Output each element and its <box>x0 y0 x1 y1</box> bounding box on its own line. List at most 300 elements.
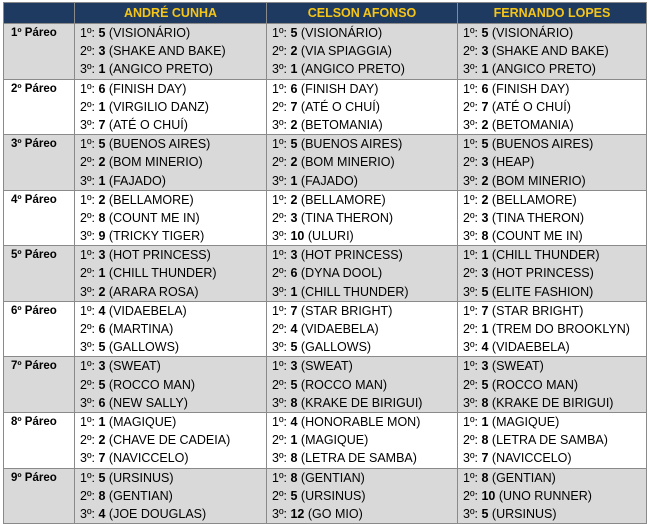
pick-position: 1º: <box>272 414 287 429</box>
pick-position: 2º: <box>463 44 478 59</box>
pick-number: 1 <box>98 62 106 77</box>
pick-line <box>267 246 457 264</box>
pick-number: 5 <box>98 470 106 485</box>
table-row <box>4 24 647 80</box>
pick-number: 3 <box>290 359 298 374</box>
pick-horse: (GENTIAN) <box>108 488 173 503</box>
pick-position: 2º: <box>463 210 478 225</box>
pick-number: 5 <box>98 26 106 40</box>
pick-number: 8 <box>290 470 298 485</box>
pick-position: 1º: <box>463 414 478 429</box>
pick-number: 2 <box>98 192 106 207</box>
pick-horse: (SWEAT) <box>108 359 161 374</box>
table-row <box>4 468 647 524</box>
pick-line <box>267 487 457 505</box>
pick-number: 1 <box>481 62 489 77</box>
pick-line <box>75 246 266 264</box>
pick-position: 2º: <box>463 266 478 281</box>
pick-number: 3 <box>290 210 298 225</box>
pick-horse: (BUENOS AIRES) <box>300 137 403 152</box>
pick-line <box>458 264 646 282</box>
pick-position: 1º: <box>463 26 478 40</box>
pick-horse: (BETOMANIA) <box>491 117 574 132</box>
table-row <box>4 412 647 468</box>
pick-horse: (VISIONÁRIO) <box>108 26 191 40</box>
pick-line <box>267 24 457 42</box>
pick-horse: (FINISH DAY) <box>300 81 379 96</box>
pick-horse: (ROCCO MAN) <box>300 377 388 392</box>
table-row <box>4 246 647 302</box>
picks-cell-celson-afonso <box>267 246 458 302</box>
pick-number: 1 <box>98 414 106 429</box>
pick-position: 3º: <box>463 451 478 466</box>
picks-cell-andre-cunha <box>75 135 267 191</box>
pick-position: 3º: <box>272 284 287 299</box>
pick-number: 2 <box>290 117 298 132</box>
pick-line <box>267 394 457 412</box>
picks-cell-celson-afonso <box>267 301 458 357</box>
picks-cell-andre-cunha <box>75 301 267 357</box>
pick-number: 5 <box>481 137 489 152</box>
pick-position: 1º: <box>272 192 287 207</box>
pick-line <box>458 469 646 487</box>
pick-number: 4 <box>98 303 106 318</box>
pick-position: 2º: <box>272 44 287 59</box>
pick-horse: (FAJADO) <box>300 173 358 188</box>
pick-number: 5 <box>481 26 489 40</box>
pick-number: 10 <box>290 229 305 244</box>
header-row <box>4 3 647 24</box>
table-row <box>4 79 647 135</box>
pick-horse: (LETRA DE SAMBA) <box>300 451 417 466</box>
header-corner <box>4 3 75 24</box>
pick-number: 1 <box>290 62 298 77</box>
pick-number: 1 <box>290 284 298 299</box>
pick-number: 8 <box>290 451 298 466</box>
pick-line <box>75 487 266 505</box>
pick-line <box>458 135 646 153</box>
pick-horse: (SHAKE AND BAKE) <box>491 44 609 59</box>
picks-cell-celson-afonso <box>267 79 458 135</box>
pick-number: 5 <box>290 340 298 355</box>
pick-horse: (MAGIQUE) <box>108 414 177 429</box>
pick-position: 3º: <box>80 506 95 521</box>
pick-position: 2º: <box>80 266 95 281</box>
pick-line <box>75 172 266 190</box>
pick-position: 2º: <box>272 377 287 392</box>
pick-line <box>75 394 266 412</box>
table-row <box>4 135 647 191</box>
pick-position: 1º: <box>463 303 478 318</box>
pick-position: 1º: <box>272 26 287 40</box>
pick-number: 1 <box>481 248 489 263</box>
pick-position: 3º: <box>80 451 95 466</box>
pick-number: 3 <box>98 44 106 59</box>
pick-horse: (HEAP) <box>491 155 535 170</box>
pick-line <box>458 24 646 42</box>
pick-position: 2º: <box>272 155 287 170</box>
pick-line <box>267 264 457 282</box>
pick-number: 6 <box>98 322 106 336</box>
pick-position: 2º: <box>80 155 95 170</box>
pick-horse: (NAVICCELO) <box>491 451 572 466</box>
picks-cell-andre-cunha <box>75 412 267 468</box>
picks-cell-fernando-lopes <box>458 24 647 80</box>
pick-number: 3 <box>481 266 489 281</box>
picks-cell-celson-afonso <box>267 190 458 246</box>
pick-number: 1 <box>98 173 106 188</box>
pick-number: 5 <box>98 340 106 355</box>
pick-horse: (URSINUS) <box>108 470 174 485</box>
pick-horse: (HONORABLE MON) <box>300 414 421 429</box>
pick-line <box>458 98 646 116</box>
pick-horse: (VIRGILIO DANZ) <box>108 99 209 114</box>
pick-line <box>458 283 646 301</box>
pick-line <box>75 116 266 134</box>
pick-number: 5 <box>290 377 298 392</box>
picks-cell-fernando-lopes <box>458 190 647 246</box>
pick-horse: (URSINUS) <box>491 506 557 521</box>
picks-cell-andre-cunha <box>75 357 267 413</box>
pick-number: 3 <box>481 155 489 170</box>
pick-number: 8 <box>481 470 489 485</box>
race-label: 8º Páreo <box>4 412 75 468</box>
pick-horse: (VIDAEBELA) <box>300 322 379 336</box>
picks-cell-andre-cunha <box>75 190 267 246</box>
pick-horse: (UNO RUNNER) <box>498 488 592 503</box>
pick-line <box>75 376 266 394</box>
pick-horse: (BOM MINERIO) <box>491 173 586 188</box>
pick-line <box>75 449 266 467</box>
pick-line <box>458 116 646 134</box>
pick-horse: (BUENOS AIRES) <box>491 137 594 152</box>
pick-position: 2º: <box>463 377 478 392</box>
pick-position: 1º: <box>463 359 478 374</box>
pick-number: 2 <box>290 155 298 170</box>
pick-line <box>267 469 457 487</box>
pick-line <box>267 376 457 394</box>
pick-line <box>267 191 457 209</box>
pick-position: 1º: <box>272 359 287 374</box>
pick-line <box>75 153 266 171</box>
pick-position: 3º: <box>272 395 287 410</box>
pick-horse: (FINISH DAY) <box>491 81 570 96</box>
pick-line <box>75 98 266 116</box>
pick-horse: (GENTIAN) <box>491 470 556 485</box>
pick-position: 2º: <box>463 433 478 448</box>
pick-horse: (VIDAEBELA) <box>108 303 187 318</box>
table-row <box>4 301 647 357</box>
pick-line <box>267 449 457 467</box>
pick-line <box>458 338 646 356</box>
race-label: 9º Páreo <box>4 468 75 524</box>
pick-horse: (STAR BRIGHT) <box>300 303 393 318</box>
pick-position: 1º: <box>80 192 95 207</box>
race-label: 1º Páreo <box>4 24 75 80</box>
pick-position: 1º: <box>272 303 287 318</box>
pick-number: 4 <box>290 322 298 336</box>
pick-number: 7 <box>290 303 298 318</box>
pick-number: 2 <box>290 192 298 207</box>
pick-horse: (MAGIQUE) <box>300 433 369 448</box>
pick-number: 9 <box>98 229 106 244</box>
pick-position: 3º: <box>463 395 478 410</box>
pick-position: 3º: <box>272 506 287 521</box>
pick-position: 3º: <box>463 173 478 188</box>
race-label: 6º Páreo <box>4 301 75 357</box>
table-row <box>4 357 647 413</box>
pick-position: 1º: <box>80 414 95 429</box>
pick-position: 3º: <box>272 229 287 244</box>
pick-position: 3º: <box>80 173 95 188</box>
picks-cell-celson-afonso <box>267 468 458 524</box>
pick-horse: (SWEAT) <box>300 359 353 374</box>
pick-position: 2º: <box>463 99 478 114</box>
pick-horse: (GALLOWS) <box>300 340 372 355</box>
pick-position: 1º: <box>272 248 287 263</box>
pick-position: 3º: <box>463 284 478 299</box>
pick-number: 5 <box>98 377 106 392</box>
pick-line <box>75 227 266 245</box>
pick-horse: (BUENOS AIRES) <box>108 137 211 152</box>
pick-horse: (LETRA DE SAMBA) <box>491 433 608 448</box>
pick-line <box>458 302 646 320</box>
pick-position: 3º: <box>272 62 287 77</box>
race-label: 7º Páreo <box>4 357 75 413</box>
pick-line <box>75 264 266 282</box>
pick-line <box>458 487 646 505</box>
pick-number: 2 <box>98 284 106 299</box>
pick-horse: (HOT PRINCESS) <box>108 248 211 263</box>
pick-number: 7 <box>481 99 489 114</box>
pick-line <box>267 413 457 431</box>
pick-position: 3º: <box>463 229 478 244</box>
picks-cell-andre-cunha <box>75 246 267 302</box>
pick-number: 3 <box>98 359 106 374</box>
pick-horse: (BELLAMORE) <box>108 192 194 207</box>
pick-horse: (MARTINA) <box>108 322 174 336</box>
pick-position: 2º: <box>272 99 287 114</box>
pick-line <box>75 42 266 60</box>
pick-position: 3º: <box>272 451 287 466</box>
picks-cell-celson-afonso <box>267 412 458 468</box>
pick-line <box>458 246 646 264</box>
pick-position: 2º: <box>463 488 478 503</box>
pick-line <box>267 60 457 78</box>
pick-horse: (KRAKE DE BIRIGUI) <box>300 395 423 410</box>
pick-number: 1 <box>98 99 106 114</box>
pick-horse: (ANGICO PRETO) <box>491 62 596 77</box>
pick-horse: (VISIONÁRIO) <box>300 26 383 40</box>
pick-horse: (KRAKE DE BIRIGUI) <box>491 395 614 410</box>
pick-horse: (BOM MINERIO) <box>108 155 203 170</box>
pick-horse: (GO MIO) <box>307 506 363 521</box>
pick-number: 4 <box>481 340 489 355</box>
pick-position: 1º: <box>272 81 287 96</box>
pick-number: 8 <box>98 488 106 503</box>
pick-horse: (VIA SPIAGGIA) <box>300 44 392 59</box>
pick-number: 8 <box>481 395 489 410</box>
pick-line <box>458 413 646 431</box>
pick-position: 2º: <box>80 488 95 503</box>
pick-position: 3º: <box>80 284 95 299</box>
race-label: 4º Páreo <box>4 190 75 246</box>
pick-number: 6 <box>98 81 106 96</box>
pick-horse: (JOE DOUGLAS) <box>108 506 207 521</box>
pick-position: 2º: <box>80 433 95 448</box>
pick-position: 3º: <box>463 117 478 132</box>
pick-number: 6 <box>290 81 298 96</box>
pick-line <box>75 135 266 153</box>
pick-position: 2º: <box>80 99 95 114</box>
pick-horse: (GENTIAN) <box>300 470 365 485</box>
pick-line <box>458 357 646 375</box>
pick-number: 2 <box>290 44 298 59</box>
pick-number: 3 <box>481 359 489 374</box>
pick-number: 8 <box>290 395 298 410</box>
picks-cell-fernando-lopes <box>458 79 647 135</box>
pick-horse: (GALLOWS) <box>108 340 180 355</box>
pick-number: 4 <box>290 414 298 429</box>
pick-position: 2º: <box>463 155 478 170</box>
pick-horse: (ULURI) <box>307 229 354 244</box>
pick-position: 1º: <box>80 81 95 96</box>
pick-position: 3º: <box>272 117 287 132</box>
pick-number: 7 <box>481 451 489 466</box>
pick-horse: (SWEAT) <box>491 359 544 374</box>
pick-line <box>267 98 457 116</box>
pick-number: 1 <box>481 414 489 429</box>
pick-line <box>458 191 646 209</box>
pick-number: 8 <box>481 229 489 244</box>
pick-horse: (TINA THERON) <box>300 210 394 225</box>
pick-line <box>75 60 266 78</box>
pick-position: 3º: <box>463 340 478 355</box>
pick-line <box>458 505 646 523</box>
pick-line <box>75 320 266 338</box>
pick-number: 5 <box>290 488 298 503</box>
pick-horse: (DYNA DOOL) <box>300 266 383 281</box>
pick-position: 1º: <box>80 470 95 485</box>
pick-line <box>458 431 646 449</box>
pick-line <box>267 338 457 356</box>
pick-line <box>267 172 457 190</box>
pick-horse: (VIDAEBELA) <box>491 340 570 355</box>
pick-position: 2º: <box>272 433 287 448</box>
pick-horse: (CHILL THUNDER) <box>491 248 600 263</box>
pick-line <box>458 42 646 60</box>
pick-horse: (HOT PRINCESS) <box>300 248 403 263</box>
pick-horse: (CHILL THUNDER) <box>108 266 217 281</box>
pick-position: 1º: <box>463 248 478 263</box>
pick-number: 2 <box>98 433 106 448</box>
picks-cell-fernando-lopes <box>458 468 647 524</box>
pick-horse: (ATÉ O CHUÍ) <box>491 99 571 114</box>
pick-position: 2º: <box>272 488 287 503</box>
picks-cell-celson-afonso <box>267 24 458 80</box>
picks-cell-celson-afonso <box>267 135 458 191</box>
pick-line <box>75 80 266 98</box>
pick-horse: (ROCCO MAN) <box>491 377 579 392</box>
pick-position: 1º: <box>463 81 478 96</box>
pick-horse: (CHAVE DE CADEIA) <box>108 433 231 448</box>
race-label: 2º Páreo <box>4 79 75 135</box>
pick-position: 3º: <box>80 117 95 132</box>
pick-line <box>75 505 266 523</box>
pick-line <box>267 42 457 60</box>
pick-horse: (STAR BRIGHT) <box>491 303 584 318</box>
pick-position: 3º: <box>463 62 478 77</box>
pick-number: 12 <box>290 506 305 521</box>
pick-position: 3º: <box>463 506 478 521</box>
pick-number: 3 <box>481 210 489 225</box>
pick-number: 7 <box>481 303 489 318</box>
pick-number: 5 <box>98 137 106 152</box>
pick-line <box>267 227 457 245</box>
pick-horse: (TREM DO BROOKLYN) <box>491 322 630 336</box>
pick-position: 1º: <box>272 137 287 152</box>
pick-line <box>458 320 646 338</box>
pick-line <box>75 191 266 209</box>
pick-position: 1º: <box>80 303 95 318</box>
pick-horse: (NAVICCELO) <box>108 451 189 466</box>
pick-number: 2 <box>481 192 489 207</box>
pick-position: 3º: <box>80 229 95 244</box>
pick-number: 5 <box>481 377 489 392</box>
pick-horse: (VISIONÁRIO) <box>491 26 574 40</box>
pick-number: 2 <box>98 155 106 170</box>
pick-horse: (HOT PRINCESS) <box>491 266 594 281</box>
pick-number: 4 <box>98 506 106 521</box>
pick-number: 1 <box>98 266 106 281</box>
pick-horse: (BELLAMORE) <box>300 192 386 207</box>
pick-horse: (ROCCO MAN) <box>108 377 196 392</box>
pick-horse: (ATÉ O CHUÍ) <box>300 99 380 114</box>
picks-cell-celson-afonso <box>267 357 458 413</box>
pick-line <box>458 227 646 245</box>
picks-cell-andre-cunha <box>75 79 267 135</box>
pick-horse: (BETOMANIA) <box>300 117 383 132</box>
pick-position: 2º: <box>80 44 95 59</box>
pick-line <box>75 469 266 487</box>
pick-horse: (COUNT ME IN) <box>108 210 200 225</box>
pick-horse: (URSINUS) <box>300 488 366 503</box>
pick-horse: (FINISH DAY) <box>108 81 187 96</box>
header-fernando-lopes: FERNANDO LOPES <box>458 3 647 24</box>
pick-number: 8 <box>481 433 489 448</box>
pick-line <box>75 338 266 356</box>
picks-table <box>3 2 647 524</box>
pick-line <box>458 209 646 227</box>
pick-number: 7 <box>98 451 106 466</box>
pick-position: 1º: <box>80 137 95 152</box>
pick-horse: (FAJADO) <box>108 173 166 188</box>
pick-line <box>458 60 646 78</box>
pick-position: 3º: <box>80 395 95 410</box>
pick-position: 1º: <box>80 248 95 263</box>
pick-position: 2º: <box>80 377 95 392</box>
pick-number: 8 <box>98 210 106 225</box>
pick-position: 3º: <box>80 340 95 355</box>
pick-line <box>75 302 266 320</box>
pick-line <box>267 505 457 523</box>
pick-number: 1 <box>290 173 298 188</box>
pick-line <box>267 80 457 98</box>
race-label: 3º Páreo <box>4 135 75 191</box>
pick-horse: (ATÉ O CHUÍ) <box>108 117 188 132</box>
race-label: 5º Páreo <box>4 246 75 302</box>
pick-position: 1º: <box>80 359 95 374</box>
